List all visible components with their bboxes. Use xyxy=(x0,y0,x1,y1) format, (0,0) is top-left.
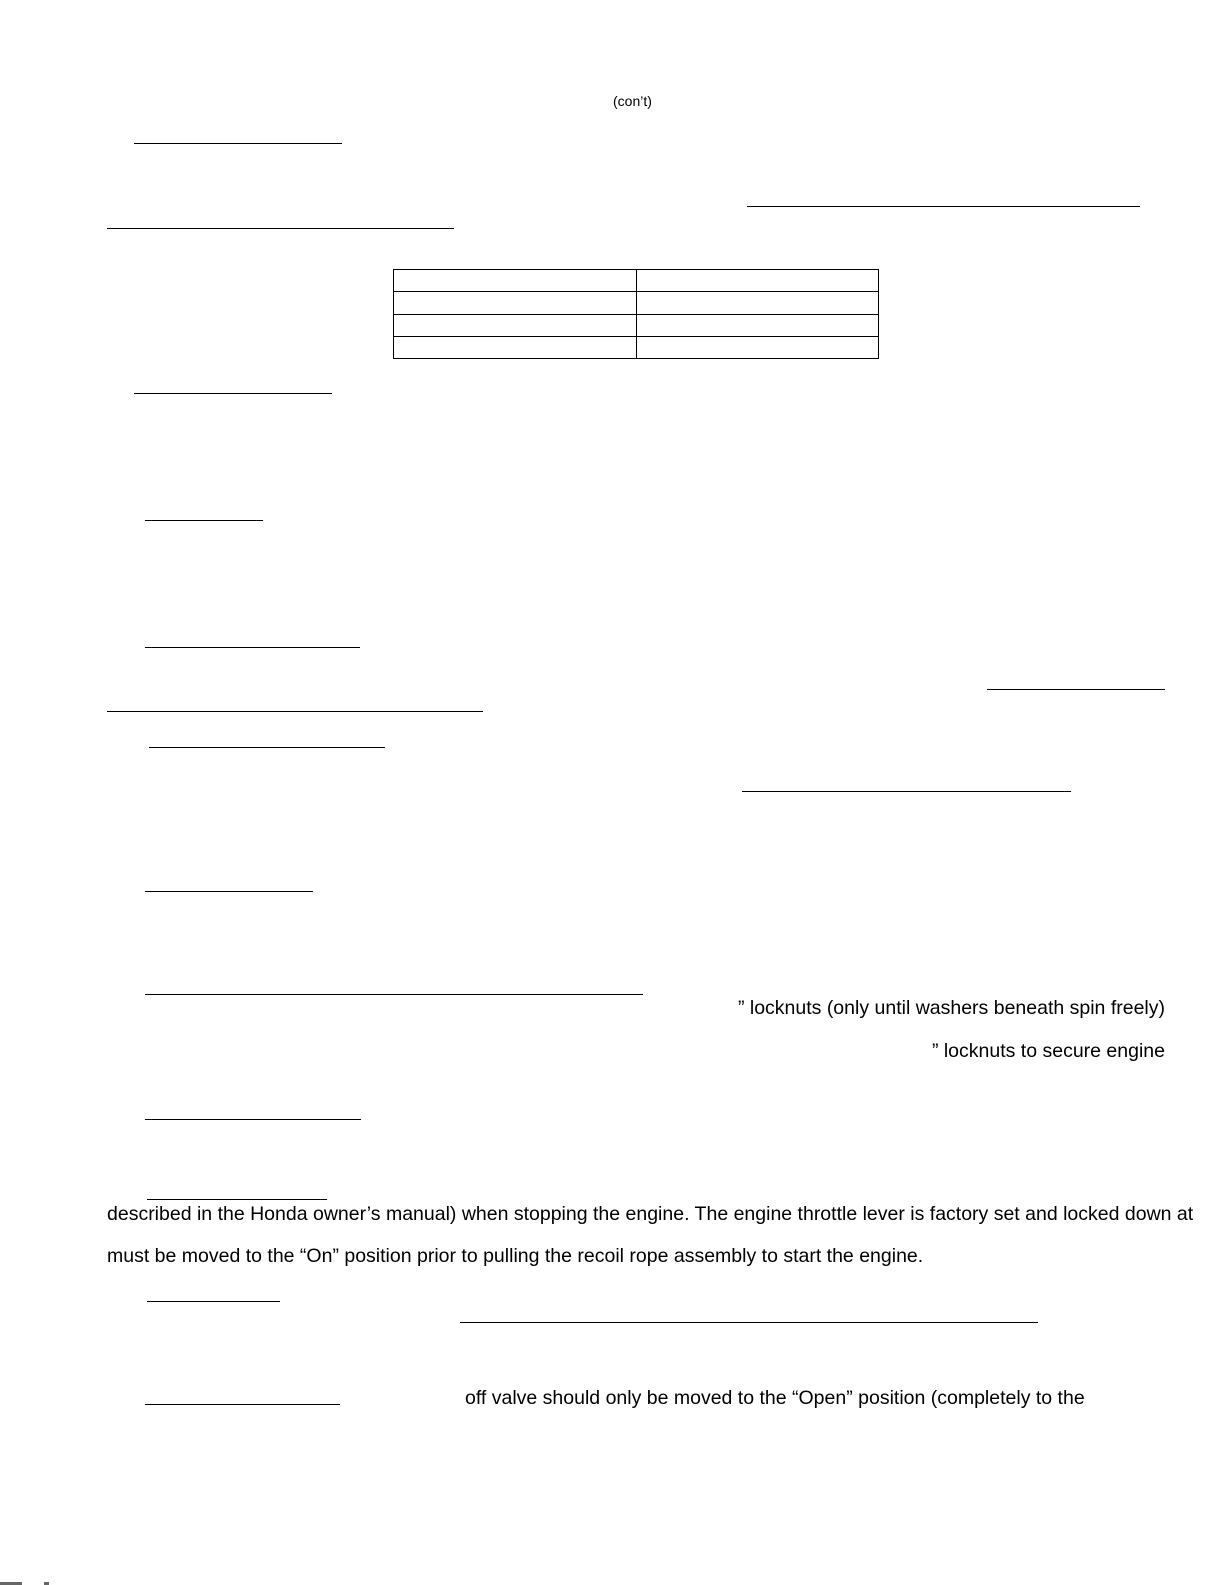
inline-underline-10a xyxy=(460,1322,1038,1323)
section-heading-underline-5 xyxy=(149,747,385,748)
inline-underline-1a xyxy=(747,206,1140,207)
section-heading-underline-2 xyxy=(134,393,332,394)
section-heading-underline-6 xyxy=(145,891,313,892)
throttle-paragraph-line-2: must be moved to the “On” position prior to pulling the recoil rope assembly to start the engine. xyxy=(107,1245,924,1267)
section-heading-underline-1 xyxy=(134,143,342,144)
section-heading-underline-8 xyxy=(145,1119,361,1120)
locknuts-text-first: ” locknuts (only until washers beneath spin freely) xyxy=(737,997,1165,1019)
section-heading-underline-9 xyxy=(147,1199,327,1200)
section-heading-underline-10 xyxy=(147,1301,280,1302)
spec-table xyxy=(393,269,879,359)
section-heading-underline-4 xyxy=(145,647,360,648)
table-cell xyxy=(394,314,637,336)
table-row xyxy=(394,336,879,358)
continued-label: (con’t) xyxy=(613,93,652,109)
section-heading-underline-3 xyxy=(145,520,263,521)
table-cell xyxy=(636,336,879,358)
inline-underline-4b xyxy=(107,711,483,712)
locknuts-text-second: ” locknuts to secure engine xyxy=(931,1040,1165,1062)
table-row xyxy=(394,314,879,336)
table-cell xyxy=(636,314,879,336)
inline-underline-4a xyxy=(987,689,1165,690)
table-row xyxy=(394,270,879,292)
table-cell xyxy=(394,292,637,314)
section-heading-underline-7 xyxy=(145,994,643,995)
section-heading-underline-11 xyxy=(145,1404,340,1405)
table-row xyxy=(394,292,879,314)
fuel-valve-paragraph-line: off valve should only be moved to the “Open” position (completely to the xyxy=(465,1387,1085,1409)
table-cell xyxy=(394,336,637,358)
table-cell xyxy=(636,292,879,314)
throttle-paragraph-line-1: described in the Honda owner’s manual) when stopping the engine. The engine throttle lever is factory set and locked down at xyxy=(107,1203,1194,1225)
table-cell xyxy=(636,270,879,292)
table-cell xyxy=(394,270,637,292)
inline-underline-5a xyxy=(742,791,1071,792)
inline-underline-1b xyxy=(107,228,454,229)
